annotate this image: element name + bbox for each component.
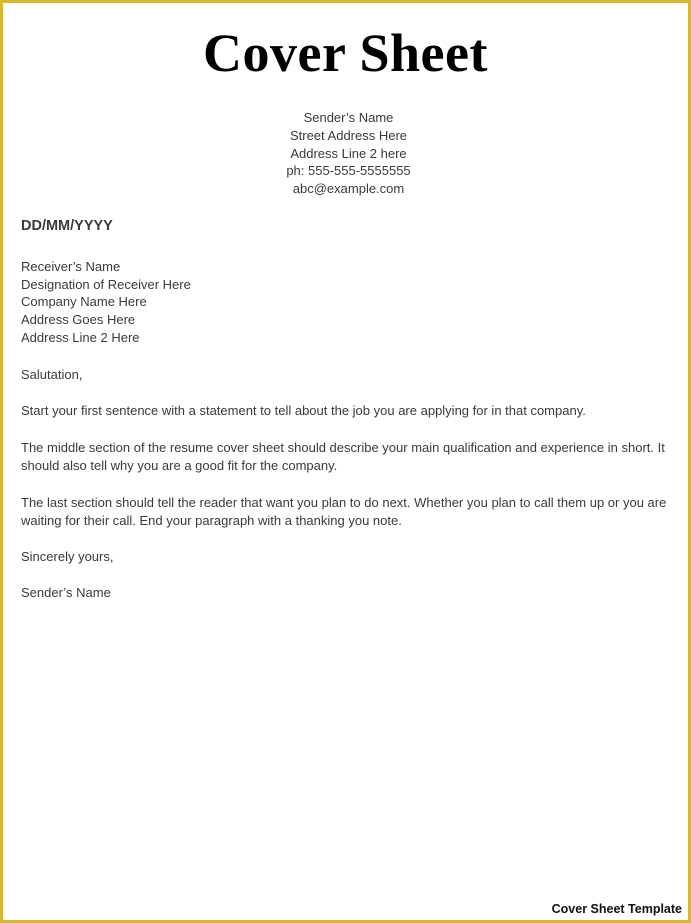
receiver-address-block [21,258,191,347]
sender-address-block [3,109,691,198]
footer-template-label: Cover Sheet Template [551,902,682,916]
sender-phone: ph: 555-555-5555555 [286,163,411,179]
sender-email: abc@example.com [292,181,405,197]
sender-name: Sender’s Name [303,110,394,125]
signature-name: Sender’s Name [21,585,111,600]
paragraph-middle: The middle section of the resume cover sheet should describe your main qualification and experience in short. It should also tell why you are a good fit for the company. [21,440,665,473]
sender-street: Street Address Here [289,127,408,143]
page-title: Cover Sheet [203,23,488,83]
receiver-address-line-1: Address Goes Here [21,312,136,328]
receiver-name: Receiver’s Name [21,259,121,274]
letter-date: DD/MM/YYYY [21,218,113,234]
sender-address-line-2: Address Line 2 here [290,145,407,161]
receiver-designation: Designation of Receiver Here [21,276,191,292]
receiver-company: Company Name Here [21,294,147,310]
salutation: Salutation, [21,367,83,382]
receiver-address-line-2: Address Line 2 Here [21,329,140,345]
paragraph-closing: The last section should tell the reader that want you plan to do next. Whether you plan to call them up or you are waiting for their call. End your paragraph with a thanking you note. [21,495,667,528]
complimentary-close: Sincerely yours, [21,549,114,564]
paragraph-opening: Start your first sentence with a statement to tell about the job you are applying for in that company. [21,403,586,418]
